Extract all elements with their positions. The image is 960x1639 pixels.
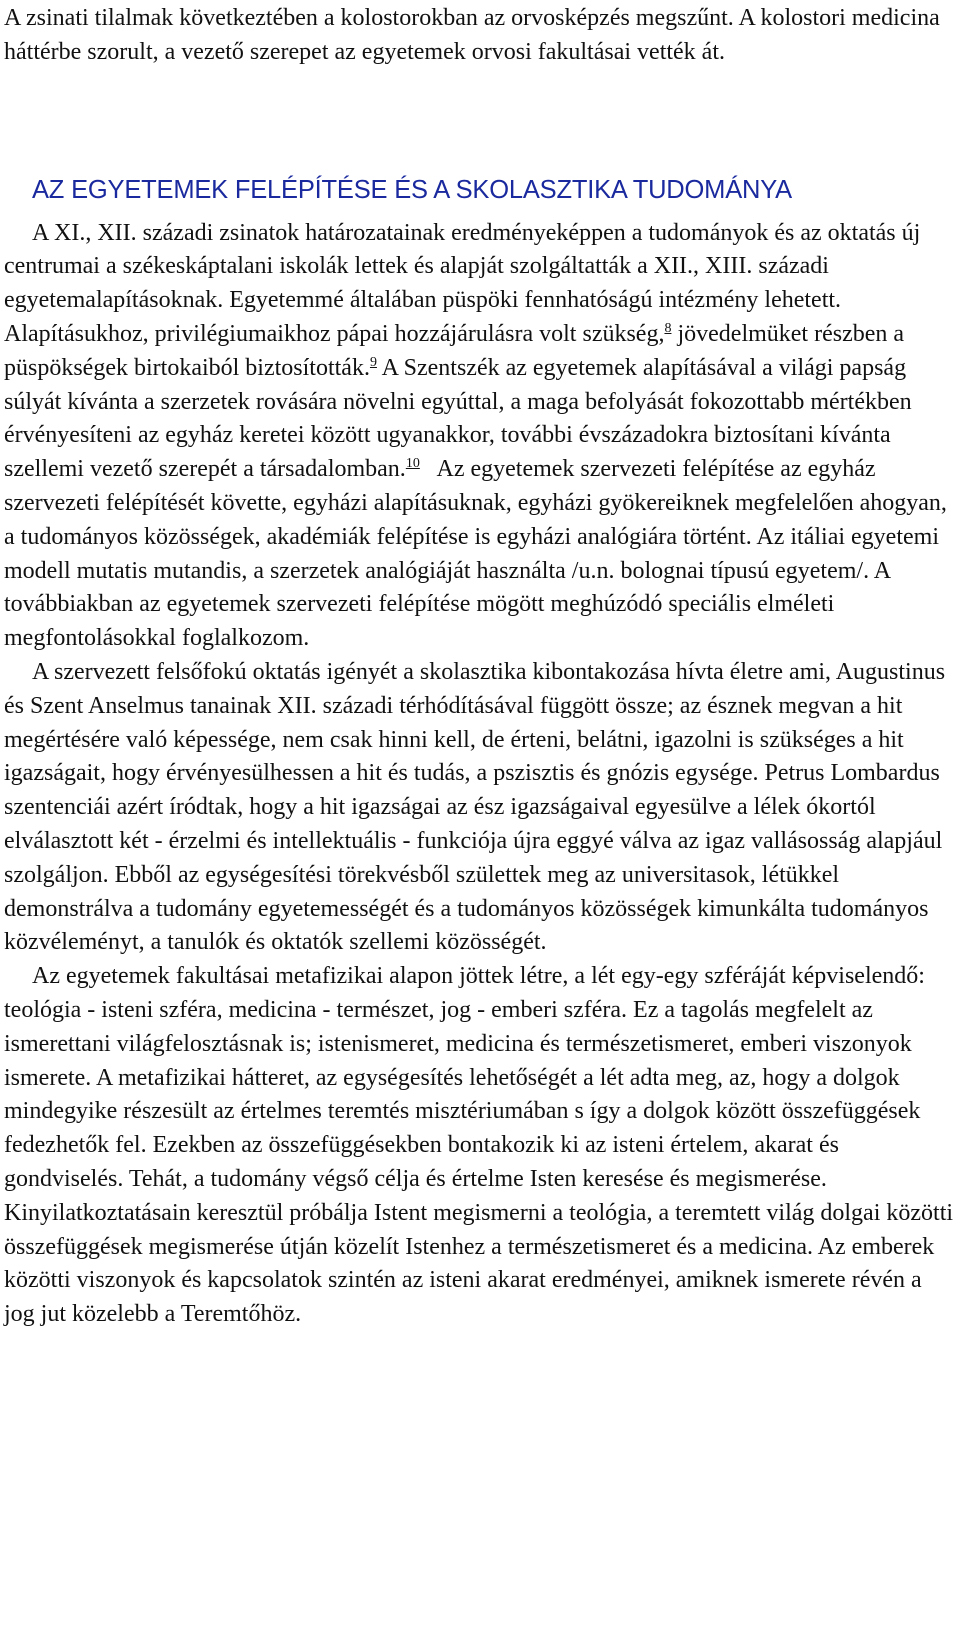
- section-heading: AZ EGYETEMEK FELÉPÍTÉSE ÉS A SKOLASZTIKA TUDOMÁNYA: [32, 175, 792, 204]
- paragraph-text: A Szentszék az egyetemek alapításával a világi papság súlyát kívánta a szerzetek rovására növelni egyúttal, a maga befolyását fokozottabb mértékben érvényesíteni az egyház keretei között ugyanakkor, további évszázadokra biztosítani kívánta szellemi vezető szerepét a társadalomban.: [4, 354, 912, 483]
- footnote-link-8[interactable]: 8: [664, 320, 672, 336]
- paragraph-scholasticism: A szervezett felsőfokú oktatás igényét a skolasztika kibontakozása hívta életre ami, Augustinus és Szent Anselmus tanainak XII. századi térhódításával függött össze; az észnek megvan a hit megértésére való képessége, nem csak hinni kell, de érteni, belátni, igazolni is szükséges a hit igazságait, hogy érvényesülhessen a hit és tudás, a pszisztis és gnózis egysége. Petrus Lombardus szentenciái azért íródtak, hogy a hit igazságai az ész igazságaival egyesülve a lélek ókortól elválasztott két - érzelmi és intellektuális - funkciója újra eggyé válva az igaz vallásosság alapjául szolgáljon. Ebből az egységesítési törekvésből születtek meg az universitasok, létükkel demonstrálva a tudomány egyetemességét és a tudományos közösségek kimunkálta tudományos közvéleményt, a tanulók és oktatók szellemi közösségét.: [4, 658, 946, 956]
- footnote-link-9[interactable]: 9: [369, 354, 377, 370]
- paragraph-faculties: Az egyetemek fakultásai metafizikai alapon jöttek létre, a lét egy-egy szféráját képviselendő: teológia - isteni szféra, medicina - természet, jog - emberi szféra. Ez a tagolás megfelelt az ismerettani világfelosztásnak is; istenismeret, medicina és természetismeret, emberi viszonyok ismerete. A metafizikai hátteret, az egységesítés lehetőségét a lét adta meg, az, hogy a dolgok mindegyike részesült az értelmes teremtés misztériumában s így a dolgok között összefüggések fedezhetők fel. Ezekben az összefüggésekben bontakozik ki az isteni értelem, akarat és gondviselés. Tehát, a tudomány végső célja és értelme Isten keresése és megismerése. Kinyilatkoztatásain keresztül próbálja Istent megismerni a teológia, a teremtett világ dolgai közötti összefüggések megismerése útján közelít Istenhez a természetismeret és a medicina. Az emberek közötti viszonyok és kapcsolatok szintén az isteni akarat eredményei, amiknek ismerete révén a jog jut közelebb a Teremtőhöz.: [4, 963, 954, 1328]
- paragraph-text: Az egyetemek szervezeti felépítése az egyház szervezeti felépítését követte, egyházi alapításuknak, egyházi gyökereiknek megfelelően ahogyan, a tudományos közösségek, akadémiák felépítése is egyházi analógiára történt. Az itáliai egyetemi modell mutatis mutandis, a szerzetek analógiáját használta /u.n. bolognai típusú egyetem/. A továbbiakban az egyetemek szervezeti felépítése mögött meghúzódó speciális elméleti megfontolásokkal foglalkozom.: [4, 456, 953, 652]
- paragraph-university-founding: [4, 217, 956, 656]
- footnote-link-10[interactable]: 10: [405, 456, 420, 472]
- paragraph-text: A XI., XII. századi zsinatok határozatainak eredményeképpen a tudományok és az oktatás új centrumai a székeskáptalani iskolák lettek és alapját szolgáltatták a XII., XIII. századi egyetemalapításoknak. Egyetemmé általában püspöki fennhatóságú intézmény lehetett. Alapításukhoz, privilégiumaikhoz pápai hozzájárulásra volt szükség,: [4, 219, 921, 347]
- intro-paragraph: A zsinati tilalmak következtében a kolostorokban az orvosképzés megszűnt. A kolostori medicina háttérbe szorult, a vezető szerepet az egyetemek orvosi fakultásai vették át.: [4, 5, 940, 65]
- paragraph-text: jövedelmüket részben a püspökségek birtokaiból biztosították.: [4, 320, 905, 381]
